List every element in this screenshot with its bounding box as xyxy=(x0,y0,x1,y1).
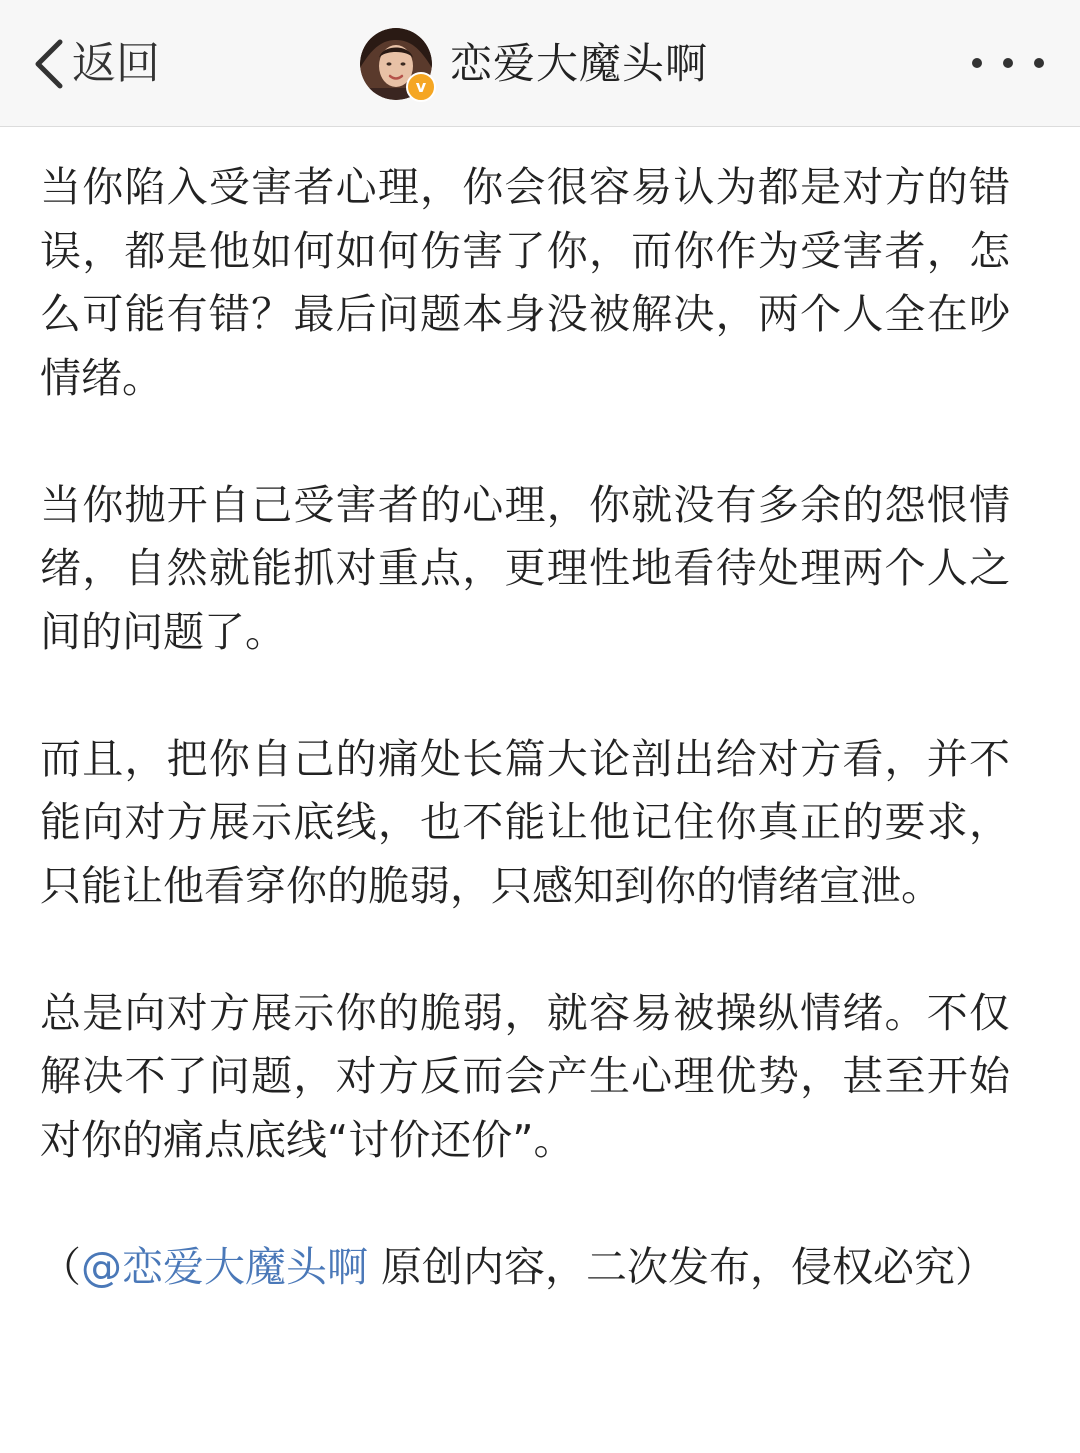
more-horizontal-icon xyxy=(1034,58,1044,68)
avatar-container xyxy=(360,28,432,100)
author-mention-link[interactable]: @恋爱大魔头啊 xyxy=(81,1242,368,1291)
chevron-left-icon xyxy=(30,34,68,94)
navigation-bar xyxy=(0,0,1080,127)
copyright-notice xyxy=(40,1236,1010,1300)
credit-text: 原创内容，二次发布，侵权必究） xyxy=(368,1242,997,1291)
more-button[interactable] xyxy=(972,48,1044,78)
post-paragraph: 而且，把你自己的痛处长篇大论剖出给对方看，并不能向对方展示底线，也不能让他记住你真正的要求，只能让他看穿你的脆弱，只感知到你的情绪宣泄。 xyxy=(40,734,1010,910)
back-button[interactable] xyxy=(30,28,160,100)
post-content xyxy=(40,156,1010,1299)
nav-profile[interactable] xyxy=(360,27,708,101)
verified-badge-icon: v xyxy=(406,72,436,102)
nav-title[interactable]: 恋爱大魔头啊 xyxy=(450,39,709,88)
post-paragraph: 总是向对方展示你的脆弱，就容易被操纵情绪。不仅解决不了问题，对方反而会产生心理优势，甚至开始对你的痛点底线“讨价还价”。 xyxy=(40,988,1010,1164)
credit-open: （ xyxy=(40,1242,81,1291)
more-horizontal-icon xyxy=(972,58,982,68)
more-horizontal-icon xyxy=(1003,58,1013,68)
back-label: 返回 xyxy=(72,38,160,89)
post-paragraph: 当你抛开自己受害者的心理，你就没有多余的怨恨情绪，自然就能抓对重点，更理性地看待处理两个人之间的问题了。 xyxy=(40,480,1010,656)
post-paragraph: 当你陷入受害者心理，你会很容易认为都是对方的错误，都是他如何如何伤害了你，而你作为受害者，怎么可能有错？最后问题本身没被解决，两个人全在吵情绪。 xyxy=(40,163,1010,402)
